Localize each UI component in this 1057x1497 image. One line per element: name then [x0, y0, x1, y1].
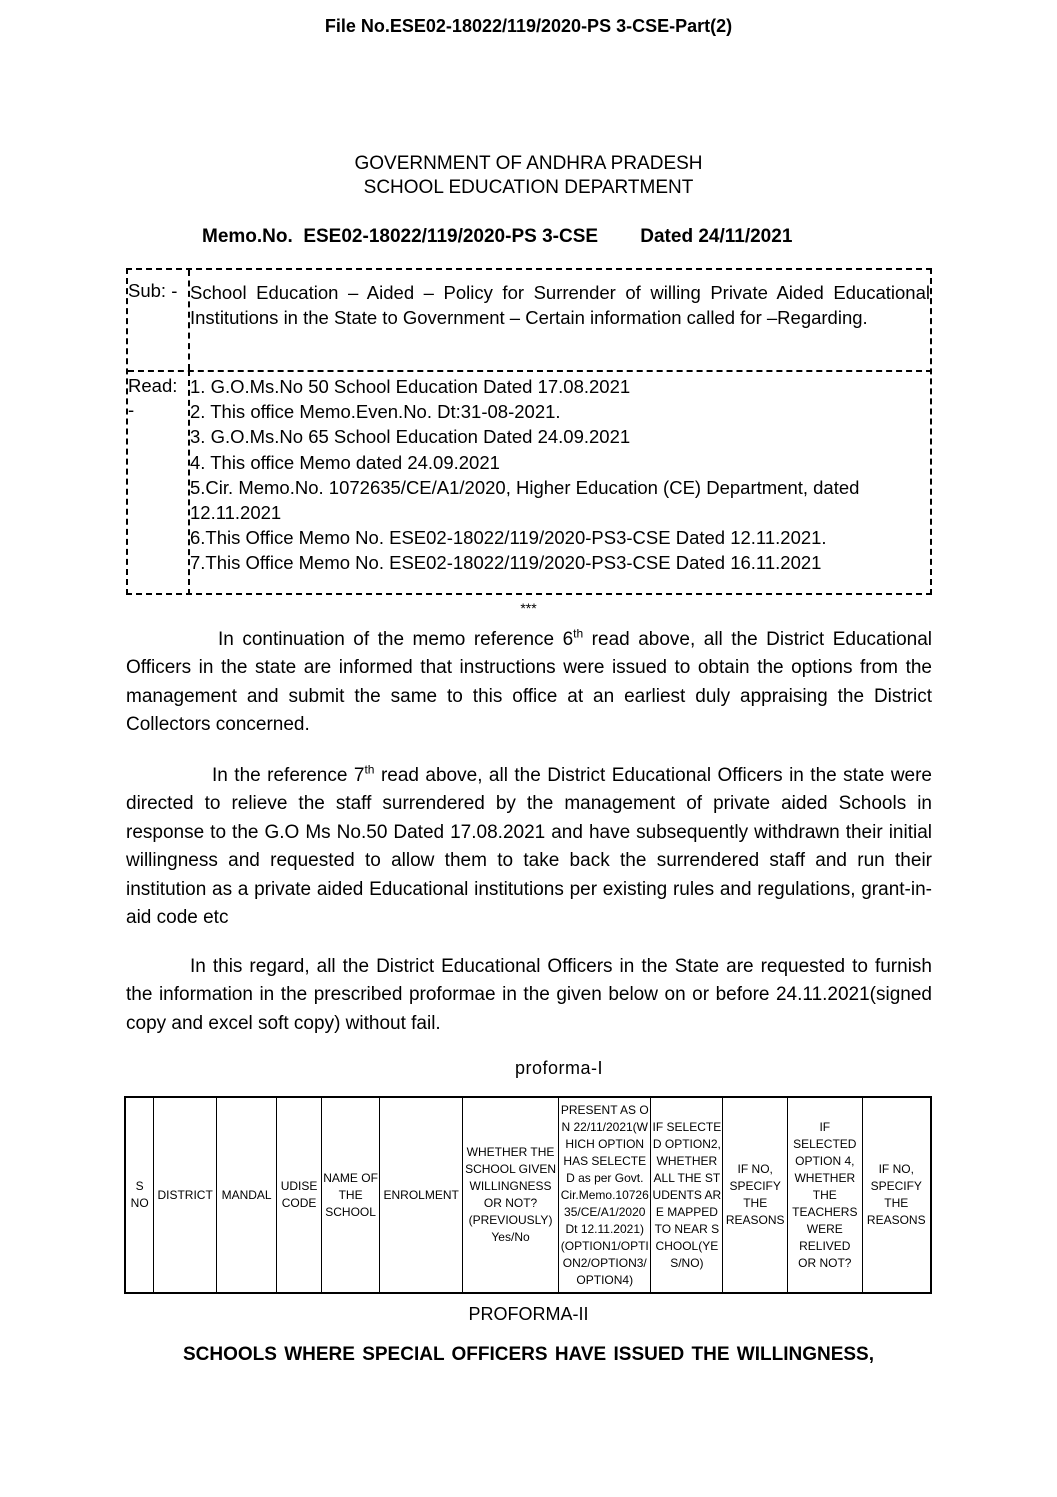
- subject-label: Sub: -: [128, 280, 178, 301]
- subject-text: School Education – Aided – Policy for Surrender of willing Private Aided Educational Institutions in the State to Government – Certain information called for –Regarding.: [190, 282, 930, 328]
- p1-start: In continuation of the memo reference 6: [218, 629, 574, 650]
- reference-list: [190, 374, 930, 576]
- file-number: File No.ESE02-18022/119/2020-PS 3-CSE-Part(2): [324, 16, 733, 36]
- separator-stars: ***: [520, 600, 537, 616]
- column-header: NAME OF THE SCHOOL: [321, 1097, 380, 1293]
- reference-item: 1. G.O.Ms.No 50 School Education Dated 17.08.2021: [190, 376, 631, 397]
- table-header-row: [125, 1097, 931, 1293]
- paragraph-2: [126, 762, 932, 932]
- column-header: IF NO, SPECIFY THE REASONS: [862, 1097, 931, 1293]
- p2-start: In the reference 7: [212, 765, 365, 786]
- column-header: WHETHER THE SCHOOL GIVEN WILLINGNESS OR NOT? (PREVIOUSLY) Yes/No: [462, 1097, 558, 1293]
- p1-superscript: th: [573, 626, 584, 641]
- proforma-1-table: [124, 1096, 932, 1294]
- proforma-1-title: proforma-I: [515, 1058, 604, 1078]
- read-label-suffix: -: [128, 399, 135, 420]
- proforma-2-heading: SCHOOLS WHERE SPECIAL OFFICERS HAVE ISSUED THE WILLINGNESS,: [182, 1344, 875, 1365]
- read-label: [128, 374, 177, 422]
- column-header: UDISE CODE: [277, 1097, 322, 1293]
- column-header: MANDAL: [216, 1097, 276, 1293]
- reference-item: 6.This Office Memo No. ESE02-18022/119/2020-PS3-CSE Dated 12.11.2021.: [190, 527, 827, 549]
- p2-rest: read above, all the District Educational Officers in the state were directed to relieve the staff surrendered by the management of private aided Schools in response to the G.O Ms No.50 Dated 17.08.2021 and have subsequently withdrawn their initial willingness and requested to allow them to take back the surrendered staff and run their institution as a private aided Educational institutions per existing rules and regulations, grant-in-aid code etc: [126, 765, 933, 929]
- government-heading: [0, 152, 1057, 200]
- paragraph-3: In this regard, all the District Educational Officers in the State are requested to furnish the information in the prescribed proformae in the given below on or before 24.11.2021(signed copy and excel soft copy) without fail.: [126, 956, 932, 1034]
- p2-superscript: th: [364, 762, 375, 777]
- reference-item: 5.Cir. Memo.No. 1072635/CE/A1/2020, Higher Education (CE) Department, dated 12.11.2021: [190, 476, 860, 524]
- column-header: IF SELECTED OPTION2, WHETHER ALL THE STUDENTS ARE MAPPED TO NEAR SCHOOL(YES/NO): [651, 1097, 723, 1293]
- column-header: PRESENT AS ON 22/11/2021(WHICH OPTION HAS SELECTED as per Govt. Cir.Memo.1072635/CE/A1/2020 Dt 12.11.2021) (OPTION1/OPTION2/OPTION3/OPTION4): [559, 1097, 651, 1293]
- read-label-text: Read:: [128, 375, 178, 396]
- column-header: ENROLMENT: [380, 1097, 463, 1293]
- gov-line-department: SCHOOL EDUCATION DEPARTMENT: [363, 177, 694, 198]
- reference-item: 4. This office Memo dated 24.09.2021: [190, 451, 500, 473]
- column-header: DISTRICT: [154, 1097, 217, 1293]
- reference-item: 3. G.O.Ms.No 65 School Education Dated 24.09.2021: [190, 426, 631, 448]
- column-header: S NO: [125, 1097, 154, 1293]
- memo-number-line: Memo.No. ESE02-18022/119/2020-PS 3-CSE Dated 24/11/2021: [202, 226, 793, 247]
- gov-line-state: GOVERNMENT OF ANDHRA PRADESH: [354, 153, 703, 174]
- paragraph-1: [126, 626, 932, 740]
- column-header: IF SELECTED OPTION 4, WHETHER THE TEACHERS WERE RELIVED OR NOT?: [788, 1097, 862, 1293]
- proforma-2-title: PROFORMA-II: [468, 1304, 589, 1324]
- column-header: IF NO, SPECIFY THE REASONS: [723, 1097, 788, 1293]
- p1-rest: read above, all the District Educational Officers in the state are informed that instructions were issued to obtain the options from the management and submit the same to this office at an earliest duly appraising the District Collectors concerned.: [126, 629, 932, 736]
- reference-item: 7.This Office Memo No. ESE02-18022/119/2020-PS3-CSE Dated 16.11.2021: [190, 552, 822, 574]
- reference-item: 2. This office Memo.Even.No. Dt:31-08-2021.: [190, 401, 561, 423]
